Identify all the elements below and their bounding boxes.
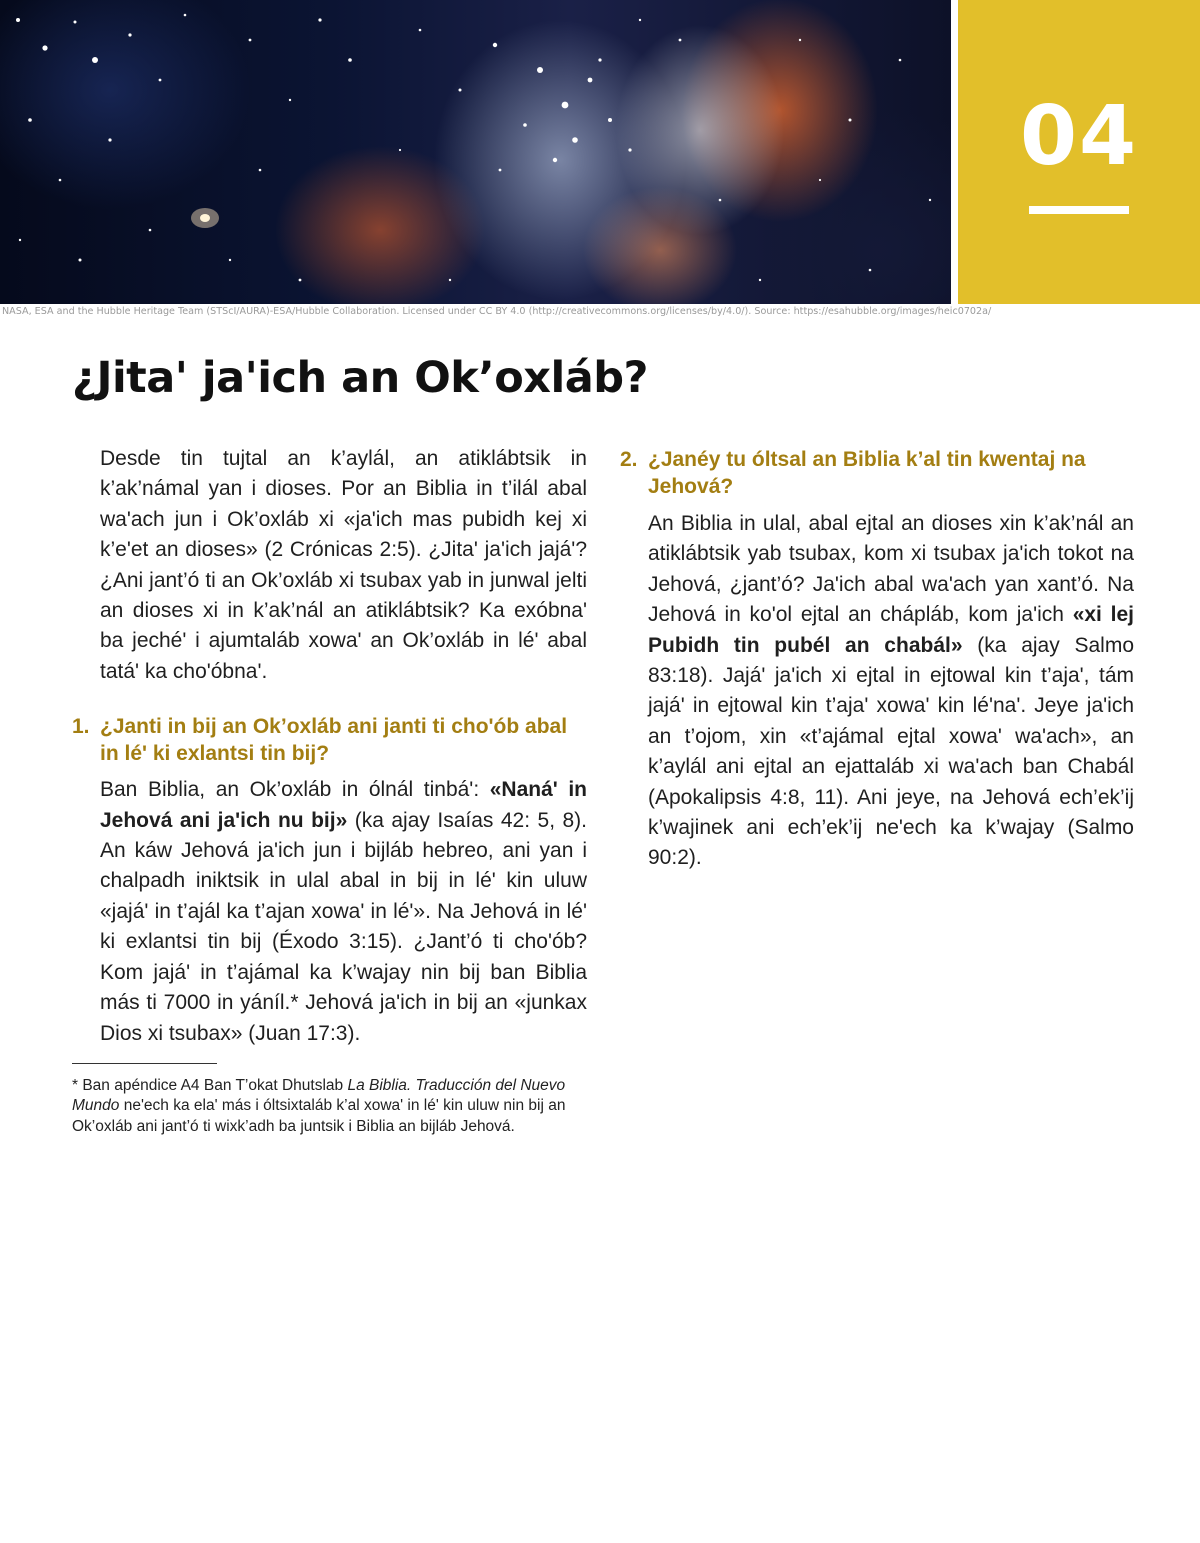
nebula-star-field — [0, 0, 951, 304]
question-1-text: ¿Janti in bij an Ok’oxláb ani janti ti cho'ób abal in lé' ki exlantsi tin bij? — [100, 715, 568, 766]
footnote-italic-title: La Biblia. Traducción del Nuevo Mundo — [72, 1076, 566, 1115]
answer-2-text-a: An Biblia in ulal, abal ejtal an dioses xin k’ak’nál an atiklábtsik yab tsubax, kom xi tsubax ja'ich tokot na Jehová, ¿jant’ó? Ja'ich abal wa'ach yan xant’ó. Na Jehová in ko'ol ejtal an chápláb, kom ja'ich — [648, 512, 1134, 627]
footnote-divider — [72, 1063, 217, 1064]
footnote-text-b: ne'ech ka ela' más i óltsixtaláb k’al xowa' in lé' kin uluw nin bij an Ok’oxláb ani jant’ó ti wixk’adh ba juntsik i Biblia an bijláb Jehová. — [72, 1097, 566, 1135]
answer-2-bold-quote: «xi lej Pubidh tin pubél an chabál» — [648, 603, 1134, 657]
star-field — [16, 14, 931, 282]
answer-1-text-b: (ka ajay Isaías 42: 5, 8). An káw Jehová ja'ich jun i bijláb hebreo, ani yan i chalpadh iniktsik in ulal abal in bij in lé' kin uluw «jajá' in t’ajál ka t’ajan xowa' in lé'». Na Jehová in lé' ki exlantsi tin bij (Éxodo 3:15). ¿Jant’ó ti cho'ób? Kom jajá' in t’ajámal ka k’wajay nin bij ban Biblia más ti 7000 in yáníl.* Jehová ja'ich in bij an «junkax Dios xi tsubax» (Juan 17:3). — [100, 808, 587, 1045]
page-title: ¿Jita' ja'ich an Ok’oxláb? — [72, 353, 648, 403]
badge-underline — [1029, 206, 1129, 214]
left-column — [72, 444, 587, 1137]
answer-1-bold-quote: «Naná' in Jehová ani ja'ich nu bij» — [100, 778, 587, 832]
lesson-number-badge — [958, 0, 1200, 304]
spiral-galaxy-icon — [191, 208, 219, 228]
question-1 — [72, 713, 587, 767]
answer-2-text-b: (ka ajay Salmo 83:18). Jajá' ja'ich xi ejtal in ejtowal kin t’aja', tám jajá' in ejtowal kin t’aja' xowa' kin lé'na'. Jeye ja'ich an t’ojom, xin «t’ajámal ejtal xowa' wa'ach», an k’aylál ani ejtal an ejattaláb xi wa'ach ban Chabál (Apokalipsis 4:8, 11). Ani jeye, na Jehová ech’ek’ij k’wajinek ani ech’ek’ij ne'ech ka k’wajay (Salmo 90:2). — [648, 633, 1135, 870]
lesson-number: 04 — [1019, 89, 1139, 184]
right-column — [620, 444, 1134, 874]
question-2-number: 2. — [620, 448, 638, 471]
header-image — [0, 0, 951, 304]
answer-2-paragraph — [620, 509, 1134, 874]
question-2 — [620, 446, 1134, 500]
footnote-text-a: * Ban apéndice A4 Ban T’okat Dhutslab — [72, 1076, 348, 1094]
footnote — [72, 1076, 587, 1138]
image-credit: NASA, ESA and the Hubble Heritage Team (STScI/AURA)-ESA/Hubble Collaboration. Licensed under CC BY 4.0 (http://creativecommons.org/licenses/by/4.0/). Source: https://esahubble.org/images/heic0702a/ — [2, 306, 992, 317]
answer-1-text-a: Ban Biblia, an Ok’oxláb in ólnál tinbá': — [100, 778, 490, 802]
question-2-text: ¿Janéy tu óltsal an Biblia k’al tin kwentaj na Jehová? — [648, 448, 1086, 498]
question-1-number: 1. — [72, 715, 90, 739]
intro-paragraph: Desde tin tujtal an k’aylál, an atiklábtsik in k’ak’námal yan i dioses. Por an Biblia in t’ilál abal wa'ach jun i Ok’oxláb xi «ja'ich mas pubidh kej xi k’e'et an dioses» (2 Crónicas 2:5). ¿Jita' ja'ich jajá'? ¿Ani jant’ó ti an Ok’oxláb xi tsubax yab in junwal jelti an dioses xi in k’ak’nál an atiklábtsik? Ka exóbna' ba jeché' i ajumtaláb xowa' an Ok’oxláb in lé' abal tatá' ka cho'óbna'. — [100, 447, 587, 683]
answer-1-paragraph — [72, 775, 587, 1049]
